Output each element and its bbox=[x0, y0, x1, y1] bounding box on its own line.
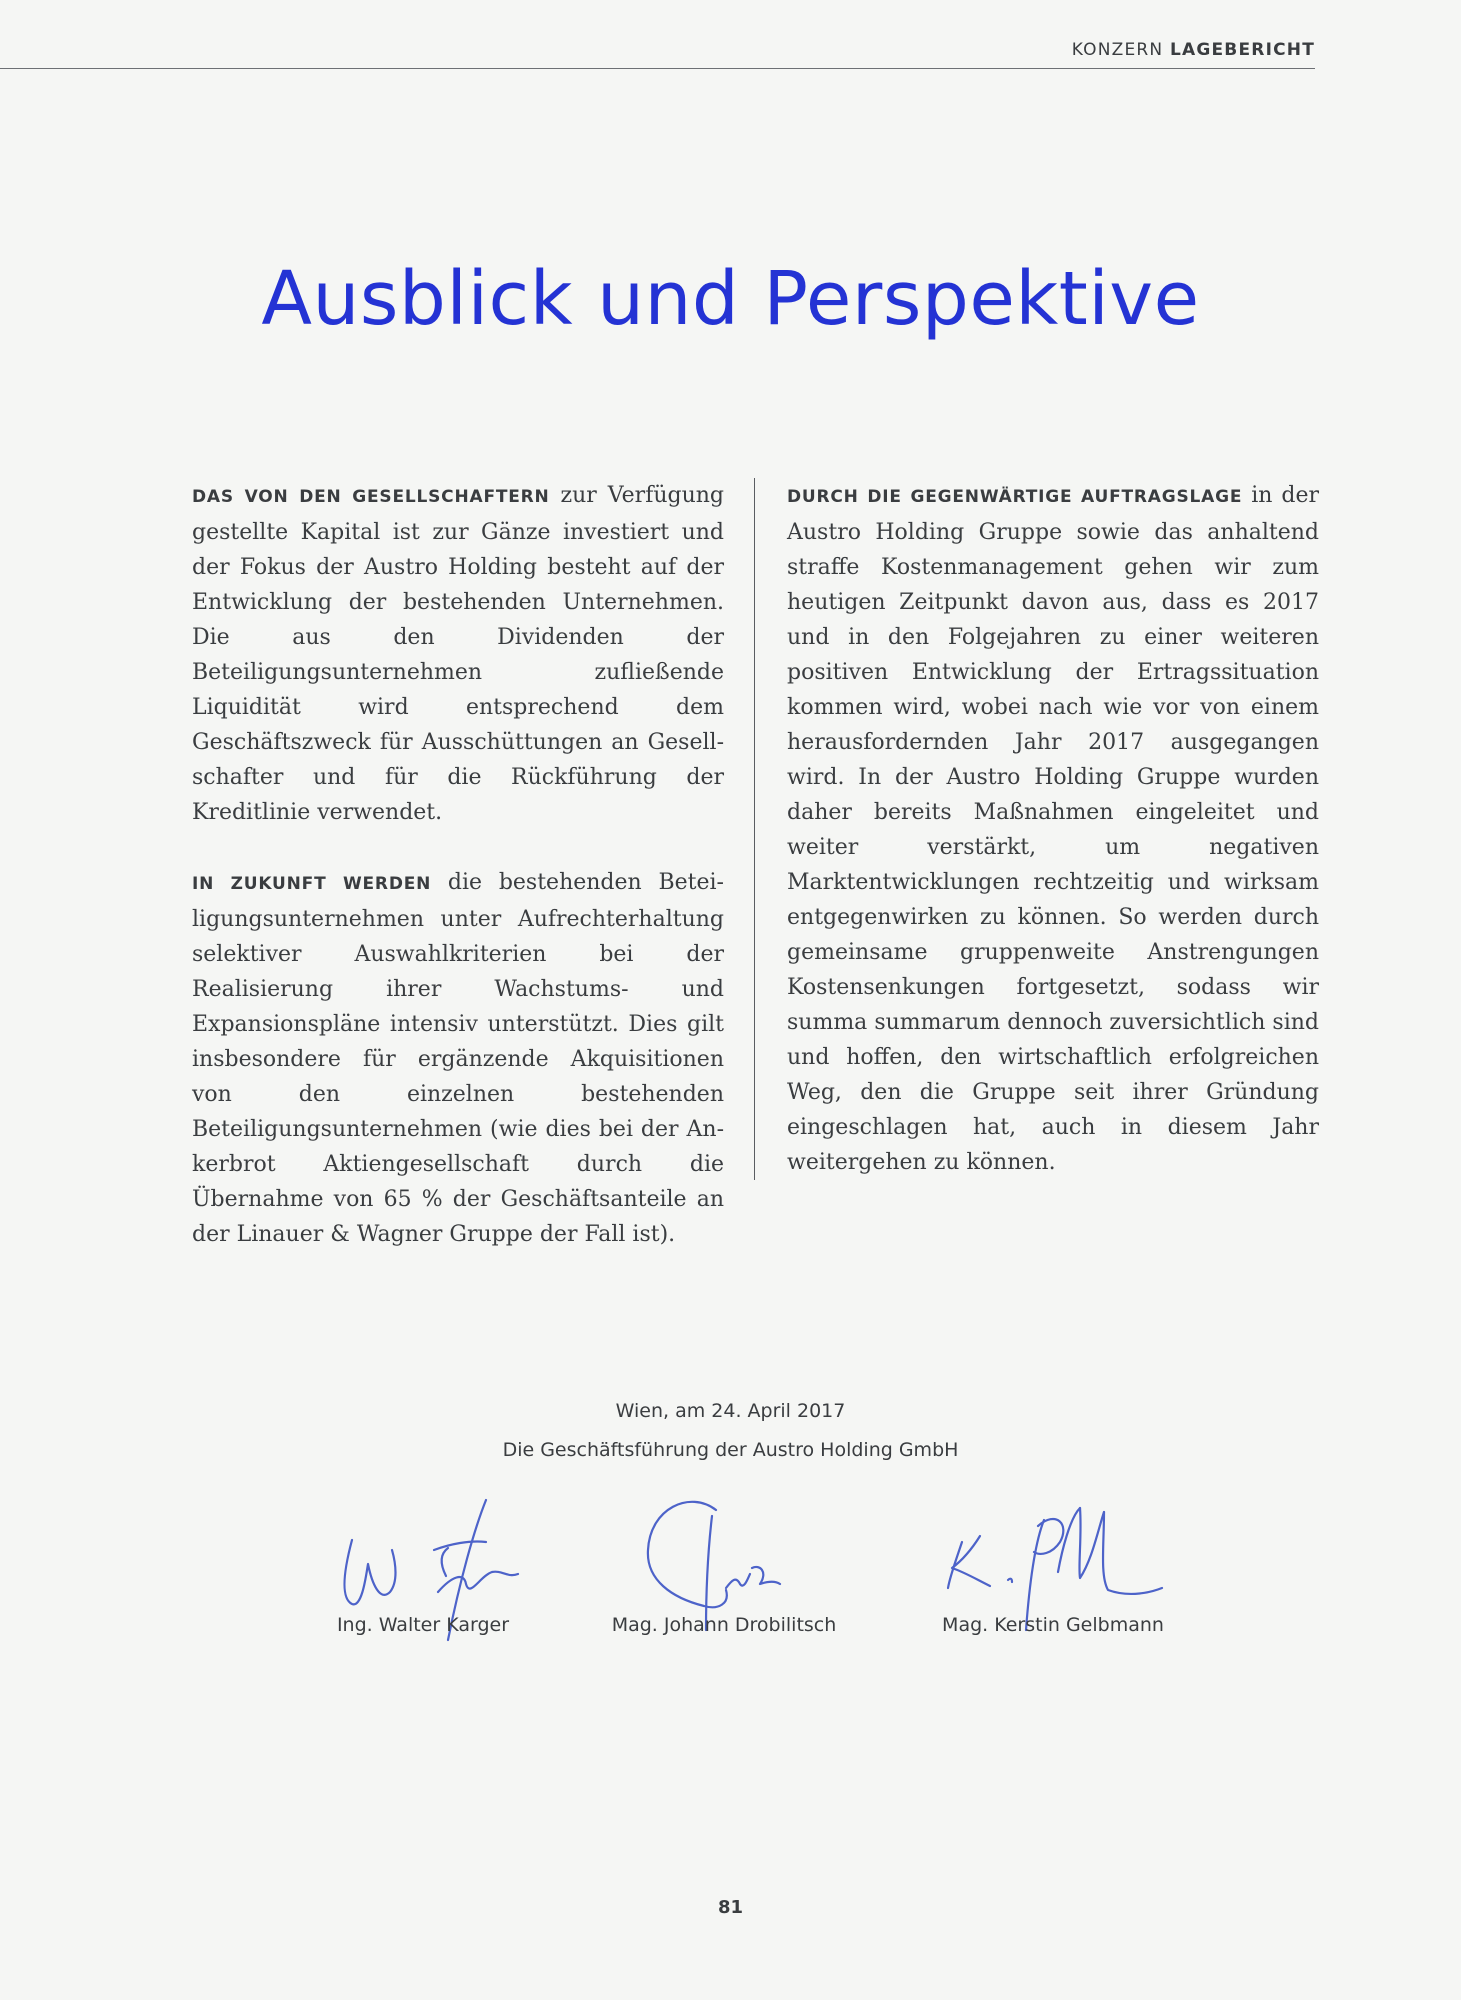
signer-name-karger: Ing. Walter Karger bbox=[336, 1614, 510, 1636]
left-paragraph-2-lead: IN ZUKUNFT WERDEN bbox=[192, 874, 432, 894]
right-paragraph-1-text: in der Austro Holding Gruppe sowie das anhaltend straffe Kostenmanagement gehen wir zum heutigen Zeitpunkt davon aus, dass es 2017 und in den Folgejahren zu einer weiteren positiven Entwicklung der Ertragssituation kommen wird, wobei nach wie vor von einem herausfordernden Jahr 2017 ausgegangen wird. In der Austro Holding Gruppe wurden daher bereits Maßnahmen eingeleitet und weiter verstärkt, um negativen Marktentwicklungen rechtzeitig und wirksam entgegenwirken zu können. So werden durch gemeinsame gruppenweite Anstrengungen Kostensenkungen fortgesetzt, sodass wir summa summarum dennoch zuversichtlich sind und hoffen, den wirtschaftlich erfolgreichen Weg, den die Gruppe seit ihrer Gründung eingeschlagen hat, auch in diesem Jahr weitergehen zu können. bbox=[787, 483, 1320, 1175]
page-title: Ausblick und Perspektive bbox=[261, 256, 1200, 342]
right-paragraph-1-lead: DURCH DIE GEGENWÄRTIGE AUFTRAGSLAGE bbox=[787, 487, 1243, 507]
left-paragraph-1-lead: DAS VON DEN GESELLSCHAFTERN bbox=[192, 487, 550, 507]
running-header bbox=[0, 0, 1315, 69]
signature-place-date: Wien, am 24. April 2017 bbox=[615, 1400, 846, 1422]
signer-name-drobilitsch: Mag. Johann Drobilitsch bbox=[611, 1614, 837, 1636]
right-column bbox=[787, 478, 1319, 1180]
running-header-bold: LAGEBERICHT bbox=[1169, 40, 1315, 60]
column-divider bbox=[754, 478, 755, 1180]
left-paragraph-1 bbox=[192, 478, 724, 830]
signature-drobilitsch bbox=[648, 1502, 780, 1630]
left-paragraph-2-text: die bestehenden Beteiligungsunternehmen unter Aufrechterhaltung selektiver Auswahlkriterien bei der Realisierung ihrer Wachstums- und Expansionspläne intensiv unterstützt. Dies gilt insbesondere für ergänzende Akquisitionen von den einzelnen bestehenden Beteiligungsunternehmen (wie dies bei der Ankerbrot Aktiengesellschaft durch die Übernahme von 65 % der Geschäftsanteile an der Linauer & Wagner Gruppe der Fall ist). bbox=[192, 870, 724, 1247]
left-paragraph-1-text: zur Verfügung gestellte Kapital ist zur Gänze investiert und der Fokus der Austro Holding besteht auf der Entwicklung der bestehenden Unternehmen. Die aus den Dividenden der Beteiligungsunternehmen zufließende Liquidität wird entsprechend dem Geschäftszweck für Ausschüttungen an Gesellschafter und für die Rückführung der Kreditlinie verwendet. bbox=[192, 483, 725, 825]
left-column bbox=[192, 478, 724, 1252]
running-header-section bbox=[1072, 40, 1315, 60]
running-header-light: KONZERN bbox=[1071, 40, 1164, 60]
right-paragraph-1 bbox=[787, 478, 1319, 1180]
page-number: 81 bbox=[717, 1897, 744, 1918]
left-paragraph-2 bbox=[192, 865, 724, 1252]
signature-gelbmann bbox=[948, 1508, 1162, 1630]
signature-board: Die Geschäftsführung der Austro Holding GmbH bbox=[502, 1439, 959, 1461]
signer-name-gelbmann: Mag. Kerstin Gelbmann bbox=[942, 1614, 1164, 1636]
